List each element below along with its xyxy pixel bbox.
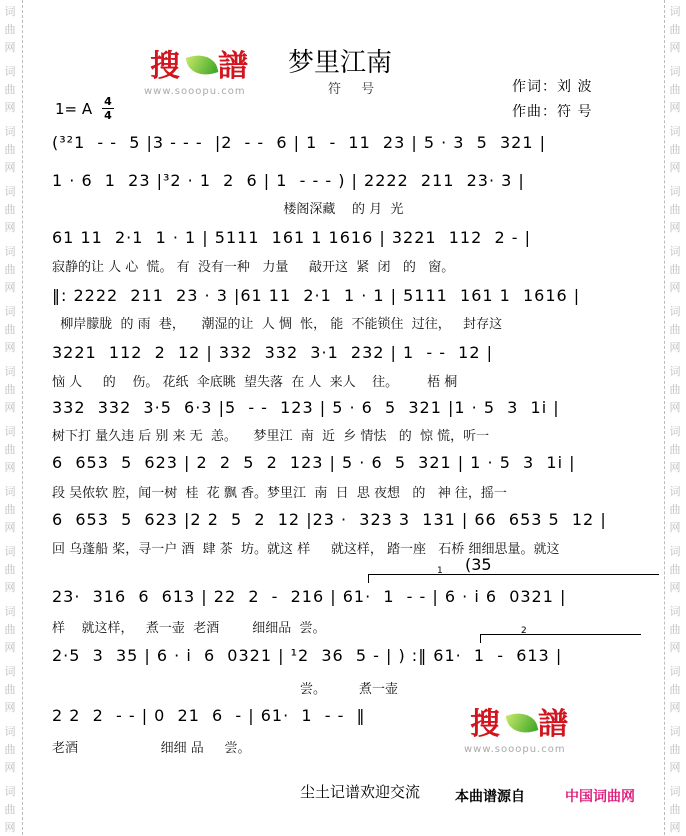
watermark-char: 词 bbox=[669, 425, 681, 438]
watermark-char: 曲 bbox=[669, 323, 681, 336]
watermark-char: 词 bbox=[669, 605, 681, 618]
watermark-char: 网 bbox=[4, 101, 16, 114]
watermark-char: 曲 bbox=[4, 263, 16, 276]
watermark-char: 词 bbox=[4, 605, 16, 618]
logo-url: www.sooopu.com bbox=[464, 744, 566, 755]
watermark-char: 词 bbox=[669, 485, 681, 498]
logo-char-left: 搜 bbox=[470, 707, 500, 742]
watermark-char: 词 bbox=[669, 245, 681, 258]
watermark-char: 词 bbox=[669, 665, 681, 678]
watermark-char: 词 bbox=[669, 725, 681, 738]
watermark-char: 词 bbox=[4, 485, 16, 498]
watermark-char: 网 bbox=[4, 761, 16, 774]
watermark-char: 曲 bbox=[4, 563, 16, 576]
watermark-char: 网 bbox=[669, 221, 681, 234]
watermark-char: 曲 bbox=[669, 383, 681, 396]
watermark-char: 曲 bbox=[4, 23, 16, 36]
watermark-char: 曲 bbox=[669, 803, 681, 816]
watermark-char: 网 bbox=[4, 401, 16, 414]
watermark-char: 词 bbox=[4, 785, 16, 798]
watermark-char: 曲 bbox=[669, 683, 681, 696]
volta-2-label: 2 bbox=[521, 626, 527, 636]
volta-2-bracket bbox=[480, 626, 641, 643]
watermark-char: 网 bbox=[4, 41, 16, 54]
logo-url: www.sooopu.com bbox=[144, 86, 246, 97]
watermark-char: 曲 bbox=[4, 323, 16, 336]
time-sig-top: 4 bbox=[104, 95, 112, 108]
score-line-6: 332 332 3·5 6·3 |5 - - 123 | 5 · 6 5 321 |1 · 5 3 1i | bbox=[52, 398, 560, 417]
watermark-char: 曲 bbox=[669, 743, 681, 756]
watermark-char: 网 bbox=[669, 821, 681, 834]
right-margin-watermark bbox=[664, 0, 686, 835]
score-line-8: 6 653 5 623 |2 2 5 2 12 |23 · 323 3 131 | 66 653 5 12 | bbox=[52, 510, 607, 529]
score-line-3: 61 11 2·1 1 · 1 | 5111 161 1 1616 | 3221 112 2 - | bbox=[52, 228, 531, 247]
watermark-char: 网 bbox=[4, 221, 16, 234]
watermark-char: 曲 bbox=[669, 503, 681, 516]
lyrics-line-3: 寂静的让 人 心 慌。 有 没有一种 力量 敲开这 紧 闭 的 窗。 bbox=[52, 260, 455, 275]
volta-1-bracket bbox=[368, 566, 659, 583]
watermark-char: 曲 bbox=[4, 623, 16, 636]
watermark-char: 词 bbox=[669, 5, 681, 18]
watermark-char: 词 bbox=[669, 185, 681, 198]
sooopu-logo-top bbox=[144, 49, 265, 100]
lyricist-credit: 作词：刘 波 bbox=[512, 79, 593, 95]
leaf-icon bbox=[506, 709, 539, 737]
score-line-1: (³²1 - - 5 |3 - - - |2 - - 6 | 1 - 11 23 | 5 · 3 5 321 | bbox=[52, 133, 547, 152]
watermark-char: 网 bbox=[4, 341, 16, 354]
watermark-char: 网 bbox=[4, 821, 16, 834]
watermark-char: 词 bbox=[4, 305, 16, 318]
watermark-char: 词 bbox=[4, 545, 16, 558]
watermark-char: 网 bbox=[4, 701, 16, 714]
watermark-char: 词 bbox=[4, 665, 16, 678]
watermark-char: 词 bbox=[4, 725, 16, 738]
time-signature bbox=[102, 96, 114, 121]
score-line-9: 23· 316 6 613 | 22 2 - 216 | 61· 1 - - | 6 · i 6 0321 | bbox=[52, 587, 567, 606]
watermark-char: 网 bbox=[4, 281, 16, 294]
watermark-char: 词 bbox=[669, 545, 681, 558]
watermark-char: 曲 bbox=[4, 743, 16, 756]
source-site-link[interactable]: 中国词曲网 bbox=[565, 789, 635, 805]
watermark-char: 网 bbox=[4, 581, 16, 594]
lyrics-line-8: 回 乌蓬船 桨，寻一户 酒 肆 茶 坊。就这 样 就这样， 踏一座 石桥 细细思量。就这 bbox=[52, 542, 560, 557]
score-line-2: 1 · 6 1 23 |³2 · 1 2 6 | 1 - - - ) | 2222 211 23· 3 | bbox=[52, 171, 525, 190]
watermark-char: 词 bbox=[669, 785, 681, 798]
logo-char-right: 譜 bbox=[538, 707, 568, 742]
score-line-10: 2·5 3 35 | 6 · i 6 0321 | ¹2 36 5 - | ) :‖ 61· 1 - 613 | bbox=[52, 646, 563, 665]
watermark-char: 网 bbox=[669, 521, 681, 534]
watermark-char: 网 bbox=[4, 461, 16, 474]
watermark-char: 曲 bbox=[4, 683, 16, 696]
score-line-11: 2 2 2 - - | 0 21 6 - | 61· 1 - - ‖ bbox=[52, 706, 366, 725]
watermark-char: 词 bbox=[669, 65, 681, 78]
watermark-char: 网 bbox=[669, 581, 681, 594]
watermark-char: 曲 bbox=[4, 83, 16, 96]
watermark-char: 词 bbox=[4, 65, 16, 78]
watermark-char: 网 bbox=[669, 401, 681, 414]
watermark-char: 曲 bbox=[4, 503, 16, 516]
score-line-5: 3221 112 2 12 | 332 332 3·1 232 | 1 - - 12 | bbox=[52, 343, 494, 362]
watermark-char: 网 bbox=[4, 641, 16, 654]
watermark-char: 词 bbox=[4, 425, 16, 438]
watermark-char: 词 bbox=[4, 365, 16, 378]
subtitle: 符 号 bbox=[328, 82, 383, 97]
lyrics-line-7: 段 吴侬软 腔，闻一树 桂 花 飘 香。梦里江 南 日 思 夜想 的 神 往，摇一 bbox=[52, 486, 507, 501]
leaf-icon bbox=[186, 51, 219, 79]
interlude-start: (35 bbox=[465, 555, 492, 574]
sooopu-logo-bottom bbox=[464, 707, 585, 758]
watermark-char: 网 bbox=[669, 461, 681, 474]
lyrics-line-5: 恼 人 的 伤。 花纸 伞底眺 望失落 在 人 来人 往。 梧 桐 bbox=[52, 375, 458, 390]
watermark-char: 曲 bbox=[4, 203, 16, 216]
logo-char-left: 搜 bbox=[150, 49, 180, 84]
watermark-char: 词 bbox=[4, 245, 16, 258]
left-margin-watermark bbox=[0, 0, 23, 835]
watermark-char: 词 bbox=[4, 185, 16, 198]
logo-char-right: 譜 bbox=[218, 49, 248, 84]
watermark-char: 曲 bbox=[669, 143, 681, 156]
page-title: 梦里江南 bbox=[288, 48, 393, 78]
watermark-char: 曲 bbox=[669, 263, 681, 276]
watermark-char: 网 bbox=[4, 521, 16, 534]
watermark-char: 网 bbox=[669, 41, 681, 54]
score-line-4: ‖: 2222 211 23 · 3 |61 11 2·1 1 · 1 | 5111 161 1 1616 | bbox=[52, 286, 581, 305]
watermark-char: 词 bbox=[669, 125, 681, 138]
lyrics-line-2: 楼阁深藏 的 月 光 bbox=[52, 202, 404, 217]
watermark-char: 曲 bbox=[4, 143, 16, 156]
composer-credit: 作曲：符 号 bbox=[512, 104, 593, 120]
watermark-char: 网 bbox=[4, 161, 16, 174]
watermark-char: 网 bbox=[669, 641, 681, 654]
source-label: 本曲谱源自 bbox=[455, 789, 525, 805]
watermark-char: 网 bbox=[669, 761, 681, 774]
lyrics-line-6: 树下打 量久违 后 别 来 无 恙。 梦里江 南 近 乡 情怯 的 惊 慌，听一 bbox=[52, 429, 490, 444]
watermark-char: 曲 bbox=[669, 203, 681, 216]
watermark-char: 曲 bbox=[4, 803, 16, 816]
watermark-char: 曲 bbox=[669, 443, 681, 456]
watermark-char: 词 bbox=[4, 5, 16, 18]
watermark-char: 网 bbox=[669, 281, 681, 294]
watermark-char: 词 bbox=[4, 125, 16, 138]
watermark-char: 网 bbox=[669, 701, 681, 714]
transcriber-note: 尘土记谱欢迎交流 bbox=[300, 783, 421, 801]
watermark-char: 曲 bbox=[4, 443, 16, 456]
watermark-char: 曲 bbox=[669, 623, 681, 636]
lyrics-line-9: 样 就这样， 煮一壶 老酒 细细品 尝。 bbox=[52, 621, 326, 636]
watermark-char: 词 bbox=[669, 305, 681, 318]
watermark-char: 曲 bbox=[669, 563, 681, 576]
watermark-char: 网 bbox=[669, 341, 681, 354]
watermark-char: 曲 bbox=[4, 383, 16, 396]
volta-1-label: 1 bbox=[437, 566, 443, 576]
key-signature: 1= A bbox=[55, 100, 93, 118]
watermark-char: 曲 bbox=[669, 83, 681, 96]
watermark-char: 网 bbox=[669, 101, 681, 114]
lyrics-line-4: 柳岸朦胧 的 雨 巷， 潮湿的让 人 惆 怅， 能 不能锁住 过往， 封存这 bbox=[52, 317, 503, 332]
lyrics-line-10: 尝。 煮一壶 bbox=[52, 682, 398, 697]
watermark-char: 词 bbox=[669, 365, 681, 378]
time-sig-bottom: 4 bbox=[104, 109, 112, 122]
score-line-7: 6 653 5 623 | 2 2 5 2 123 | 5 · 6 5 321 | 1 · 5 3 1i | bbox=[52, 453, 576, 472]
watermark-char: 网 bbox=[669, 161, 681, 174]
watermark-char: 曲 bbox=[669, 23, 681, 36]
lyrics-line-11: 老酒 细细 品 尝。 bbox=[52, 741, 251, 756]
